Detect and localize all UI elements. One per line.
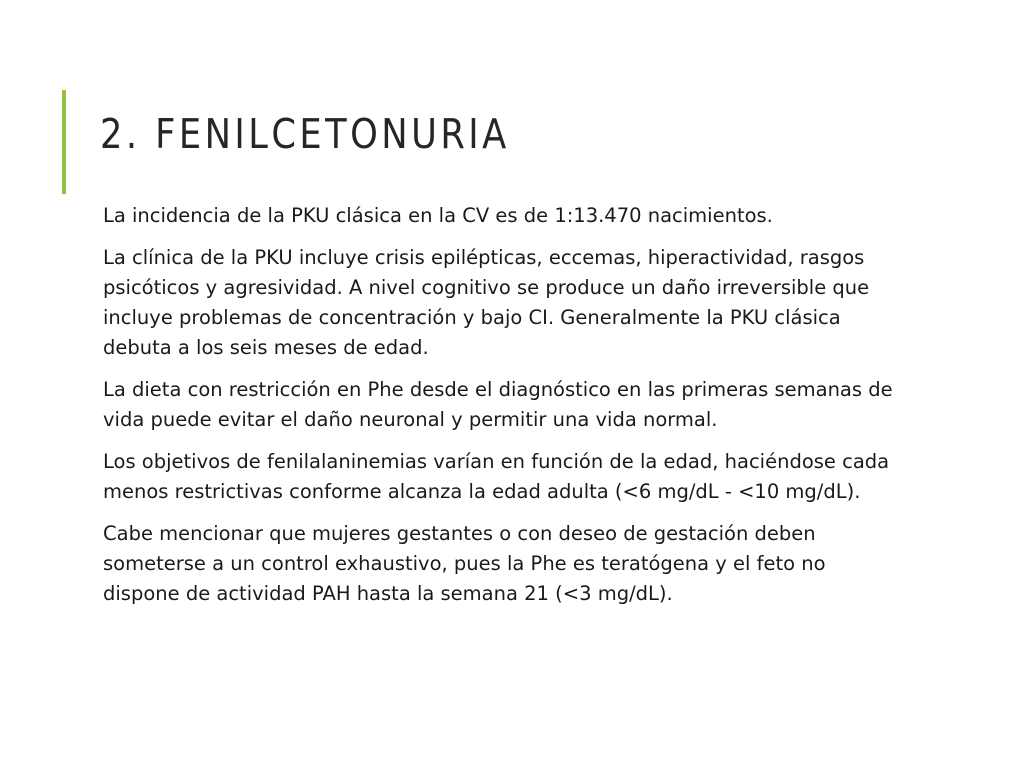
paragraph-objectives: Los objetivos de fenilalaninemias varían en función de la edad, haciéndose cada menos restrictivas conforme alcanza la edad adulta (<6 mg/dL - <10 mg/dL). — [103, 450, 890, 503]
title-accent-bar — [62, 90, 66, 194]
slide-title: 2. FENILCETONURIA — [100, 110, 510, 158]
paragraph-clinical: La clínica de la PKU incluye crisis epilépticas, eccemas, hiperactividad, rasgos psicóticos y agresividad. A nivel cognitivo se produce un daño irreversible que incluye problemas de concentración y bajo CI. Generalmente la PKU clásica debuta a los seis meses de edad. — [103, 246, 870, 359]
paragraph-diet: La dieta con restricción en Phe desde el diagnóstico en las primeras semanas de vida puede evitar el daño neuronal y permitir una vida normal. — [103, 378, 893, 431]
paragraph-pregnancy: Cabe mencionar que mujeres gestantes o con deseo de gestación deben someterse a un control exhaustivo, pues la Phe es teratógena y el feto no dispone de actividad PAH hasta la semana 21 (<3 mg/dL). — [103, 522, 826, 605]
slide-body — [103, 201, 903, 621]
paragraph-incidence: La incidencia de la PKU clásica en la CV es de 1:13.470 nacimientos. — [103, 204, 773, 227]
